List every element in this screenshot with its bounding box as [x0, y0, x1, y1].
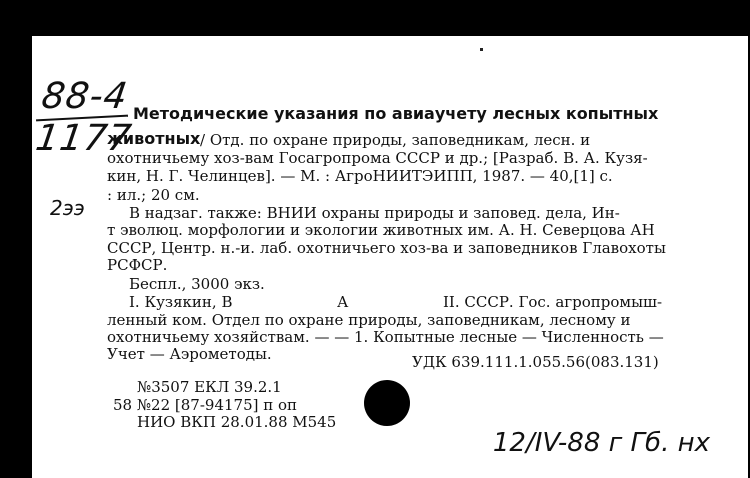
record-title-line1: Методические указания по авиаучету лесных копытных: [133, 104, 659, 123]
record-tracing-org: II. СССР. Гос. агропромыш-: [443, 293, 663, 311]
record-tracing-line3: охотничьему хозяйствам. — — 1. Копытные лесные — Численность —: [107, 328, 664, 346]
record-title-line2: животных: [107, 129, 201, 148]
record-line3: охотничьему хоз-вам Госагропрома СССР и др.; [Разраб. В. А. Кузя-: [107, 149, 648, 167]
record-responsibility: / Отд. по охране природы, заповедникам, лесн. и: [200, 131, 591, 149]
record-tracing-line2: ленный ком. Отдел по охране природы, заповедникам, лесному и: [107, 311, 631, 329]
record-line5: : ил.; 20 см.: [107, 186, 200, 204]
handwritten-date-note: 12/IV-88 г Гб. нх: [492, 428, 710, 458]
record-note-line3: СССР, Центр. н.-и. лаб. охотничьего хоз-ва и заповедников Главохоты: [107, 239, 666, 257]
record-note-line2: т эволюц. морфологии и экологии животных им. А. Н. Северцова АН: [107, 221, 655, 239]
speck-mark: [480, 48, 483, 51]
bottom-number: 58 №22 [87-94175] п оп: [113, 396, 298, 414]
bottom-ekl: №3507 ЕКЛ 39.2.1: [137, 378, 282, 396]
handwritten-call-number-top: 88-4: [39, 76, 131, 117]
handwritten-call-number-bottom: 1177: [33, 118, 135, 159]
handwritten-margin-note: 2ээ: [50, 196, 85, 220]
record-tracing-initial: А: [337, 293, 349, 311]
record-tracing-author: I. Кузякин, В: [129, 293, 233, 311]
punch-hole: [364, 380, 410, 426]
record-line4: кин, Н. Г. Челинцев]. — М. : АгроНИИТЭИПП, 1987. — 40,[1] с.: [107, 167, 613, 185]
record-tracing-line4: Учет — Аэрометоды.: [107, 345, 272, 363]
record-note-line1: В надзаг. также: ВНИИ охраны природы и заповед. дела, Ин-: [129, 204, 620, 222]
bottom-vkp: НИО ВКП 28.01.88 М545: [137, 413, 337, 431]
record-circulation: Беспл., 3000 экз.: [129, 275, 265, 293]
udk-code: УДК 639.111.1.055.56(083.131): [412, 353, 659, 371]
record-note-line4: РСФСР.: [107, 256, 168, 274]
